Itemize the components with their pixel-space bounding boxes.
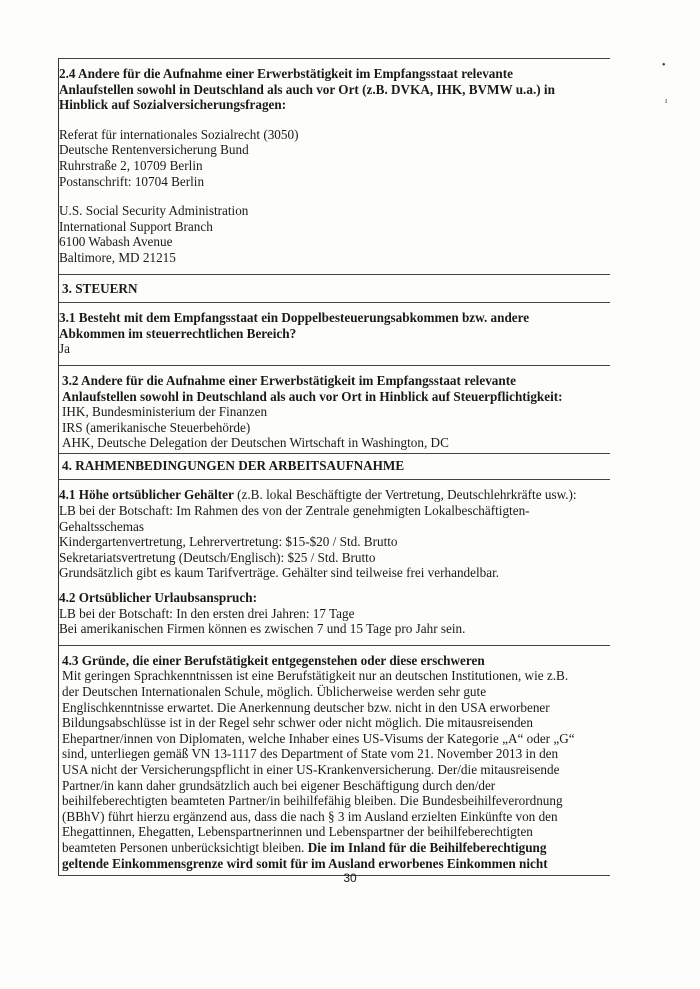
answer-3-2-line: AHK, Deutsche Delegation der Deutschen Wirtschaft in Washington, DC	[62, 435, 449, 451]
address-line: International Support Branch	[59, 218, 213, 234]
answer-4-3-line: USA nicht der Versicherungspflicht in einer US-Krankenversicherung. Der/die mitausreisende	[62, 761, 560, 777]
question-4-2: 4.2 Ortsüblicher Urlaubsanspruch:	[59, 590, 257, 606]
answer-3-2-line: IHK, Bundesministerium der Finanzen	[62, 404, 268, 420]
address-line: Postanschrift: 10704 Berlin	[59, 173, 205, 189]
answer-4-3-line: beihilfeberechtigten beamteten Partner/in beihilfefähig bleiben. Die Bundesbeihilfeverordnung	[62, 793, 563, 809]
question-4-1-bold: 4.1 Höhe ortsüblicher Gehälter	[59, 487, 234, 503]
answer-4-3-line: Englischkenntnisse erwartet. Die Anerkennung deutscher bzw. nicht in den USA erworbener	[62, 699, 550, 715]
answer-4-3-line: der Deutschen Internationalen Schule, möglich. Üblicherweise werden sehr gute	[62, 684, 487, 699]
section-3-2	[58, 366, 610, 453]
section-4-heading: 4. RAHMENBEDINGUNGEN DER ARBEITSAUFNAHME	[62, 457, 405, 473]
answer-4-3-final-line: geltende Einkommensgrenze wird somit für im Ausland erworbenes Einkommen nicht	[62, 855, 548, 871]
answer-4-3-bold: Die im Inland für die Beihilfeberechtigung	[307, 839, 547, 855]
answer-4-1-line: LB bei der Botschaft: Im Rahmen des von der Zentrale genehmigten Lokalbeschäftigten-	[59, 503, 530, 519]
question-3-2-line-2: Anlaufstellen sowohl in Deutschland als auch vor Ort in Hinblick auf Steuerpflichtigkeit:	[62, 388, 563, 404]
answer-4-3-line: Partner/in kann daher grundsätzlich auch bei eigener Beschäftigung durch den/der	[62, 777, 496, 793]
question-3-1-line-1: 3.1 Besteht mit dem Empfangsstaat ein Doppelbesteuerungsabkommen bzw. andere	[59, 310, 530, 326]
page-number: 30	[343, 871, 357, 885]
section-4-1	[58, 480, 610, 644]
address-line: Deutsche Rentenversicherung Bund	[59, 142, 249, 158]
section-2-4-heading-line-2: Anlaufstellen sowohl in Deutschland als auch vor Ort (z.B. DVKA, IHK, BVMW u.a.) in	[59, 81, 555, 97]
section-4-heading-box	[58, 454, 610, 480]
margin-speck: •	[662, 60, 666, 71]
answer-4-3-line: sind, unterliegen gemäß VN 13-1117 des Department of State vom 21. November 2013 in den	[62, 746, 559, 762]
section-2-4-heading-line-1: 2.4 Andere für die Aufnahme einer Erwerbstätigkeit im Empfangsstaat relevante	[59, 66, 513, 81]
answer-4-3-line: (BBhV) führt hierzu ergänzend aus, dass die nach § 3 im Ausland erzielten Einkünfte von den	[62, 808, 558, 824]
address-line: U.S. Social Security Administration	[59, 203, 249, 219]
question-4-1-rest: (z.B. lokal Beschäftigte der Vertretung, Deutschlehrkräfte usw.):	[233, 487, 577, 503]
answer-4-2-line: LB bei der Botschaft: In den ersten drei Jahren: 17 Tage	[59, 605, 355, 621]
answer-4-1-line: Kindergartenvertretung, Lehrervertretung: $15-$20 / Std. Brutto	[59, 534, 398, 550]
section-3-heading-box	[58, 275, 610, 303]
question-3-2-line-1: 3.2 Andere für die Aufnahme einer Erwerbstätigkeit im Empfangsstaat relevante	[62, 372, 516, 388]
address-line: Baltimore, MD 21215	[59, 249, 176, 265]
address-line: Ruhrstraße 2, 10709 Berlin	[59, 157, 203, 173]
answer-3-1: Ja	[59, 341, 70, 357]
address-line: 6100 Wabash Avenue	[59, 234, 173, 250]
question-4-1	[59, 487, 610, 503]
answer-4-1-line: Sekretariatsvertretung (Deutsch/Englisch): $25 / Std. Brutto	[59, 549, 376, 565]
address-line: Referat für internationales Sozialrecht (3050)	[59, 126, 299, 142]
section-3-1	[58, 303, 610, 365]
answer-4-3-line: Ehepartner/innen von Diplomaten, welche Inhaber eines US-Visums der Kategorie „A“ oder „G“	[62, 730, 575, 746]
answer-4-3-line: Bildungsabschlüsse ist in der Regel sehr schwer oder nicht möglich. Die mitausreisenden	[62, 715, 533, 731]
document-page	[58, 58, 610, 876]
section-3-heading: 3. STEUERN	[62, 280, 138, 296]
answer-3-2-line: IRS (amerikanische Steuerbehörde)	[62, 419, 251, 435]
answer-4-3-plain: beamteten Personen unberücksichtigt bleiben.	[62, 839, 308, 855]
question-4-3: 4.3 Gründe, die einer Berufstätigkeit entgegenstehen oder diese erschweren	[62, 652, 485, 668]
answer-4-3-line-mixed	[62, 840, 610, 856]
section-2-4-heading-line-3: Hinblick auf Sozialversicherungsfragen:	[59, 97, 287, 113]
answer-4-3-line: Ehegattinnen, Ehegatten, Lebenspartnerinnen und Lebenspartner der beihilfeberechtigten	[62, 824, 533, 840]
answer-4-2-line: Bei amerikanischen Firmen können es zwischen 7 und 15 Tage pro Jahr sein.	[59, 621, 466, 637]
question-3-1-line-2: Abkommen im steuerrechtlichen Bereich?	[59, 325, 297, 341]
answer-4-3-line: Mit geringen Sprachkenntnissen ist eine Berufstätigkeit nur an deutschen Institutionen, wie z.B.	[62, 668, 569, 684]
section-2-4	[58, 59, 610, 274]
margin-speck: ı	[665, 96, 668, 105]
section-4-3	[58, 646, 610, 875]
answer-4-1-line: Gehaltsschemas	[59, 518, 144, 534]
answer-4-1-line: Grundsätzlich gibt es kaum Tarifverträge. Gehälter sind teilweise frei verhandelbar.	[59, 565, 500, 581]
